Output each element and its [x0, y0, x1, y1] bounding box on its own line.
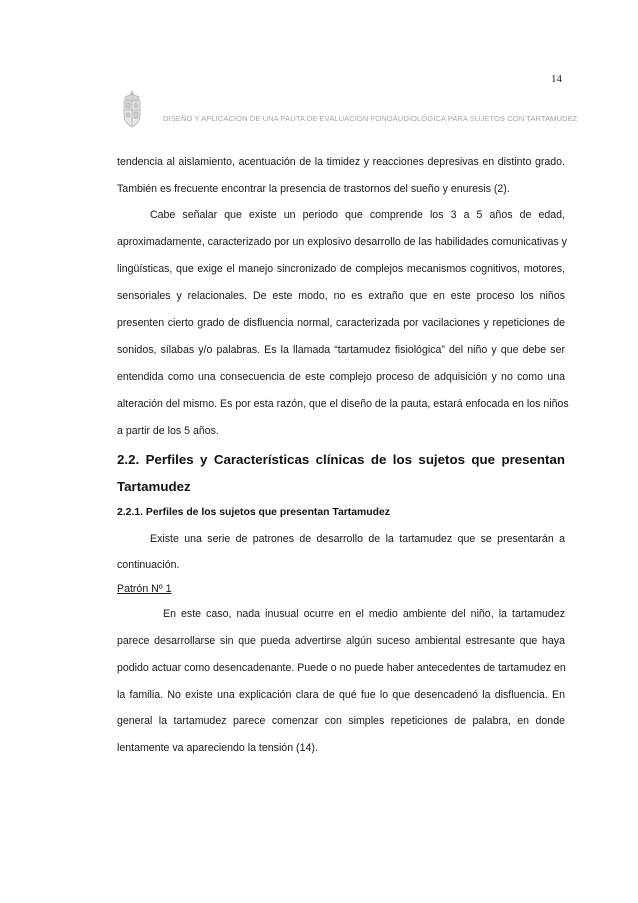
paragraph-line: general la tartamudez parece comenzar con simples repeticiones de palabra, en donde — [117, 715, 565, 727]
paragraph-line: lingüísticas, que exige el manejo sincronizado de complejos mecanismos cognitivos, motores, — [117, 263, 565, 275]
paragraph-line: entendida como una consecuencia de este complejo proceso de adquisición y no como una — [117, 371, 565, 383]
section-heading: 2.2. Perfiles y Características clínicas de los sujetos que presentan — [117, 452, 565, 467]
paragraph-line: parece desarrollarse sin que pueda advertirse algún suceso ambiental estresante que haya — [117, 635, 565, 647]
paragraph-line: aproximadamente, caracterizado por un explosivo desarrollo de las habilidades comunicativas y — [117, 236, 567, 248]
paragraph-line: continuación. — [117, 559, 180, 571]
paragraph-line: Cabe señalar que existe un periodo que comprende los 3 a 5 años de edad, — [150, 209, 565, 221]
paragraph-line: sonidos, sílabas y/o palabras. Es la llamada “tartamudez fisiológica” del niño y que debe ser — [117, 344, 565, 356]
paragraph-line: En este caso, nada inusual ocurre en el medio ambiente del niño, la tartamudez — [163, 608, 565, 620]
paragraph-line: presenten cierto grado de disfluencia normal, caracterizada por vacilaciones y repeticiones de — [117, 317, 565, 329]
paragraph-line: Existe una serie de patrones de desarrollo de la tartamudez que se presentarán a — [150, 533, 565, 545]
paragraph-line: sensoriales y relacionales. De este modo, no es extraño que en este proceso los niños — [117, 290, 565, 302]
pattern-label: Patrón Nº 1 — [117, 583, 172, 595]
paragraph-line: tendencia al aislamiento, acentuación de la timidez y reacciones depresivas en distinto grado. — [117, 156, 565, 168]
paragraph-line: También es frecuente encontrar la presencia de trastornos del sueño y enuresis (2). — [117, 183, 510, 195]
running-header-title: DISEÑO Y APLICACIÓN DE UNA PAUTA DE EVALUACIÓN FONOAUDIOLÓGICA PARA SUJETOS CON TARTAMUDEZ — [163, 114, 578, 123]
page-header — [121, 90, 578, 132]
subsection-heading: 2.2.1. Perfiles de los sujetos que presentan Tartamudez — [117, 507, 390, 518]
section-heading: Tartamudez — [117, 479, 191, 494]
page-number: 14 — [551, 73, 562, 85]
paragraph-line: a partir de los 5 años. — [117, 425, 219, 437]
university-crest-icon — [121, 90, 143, 130]
paragraph-line: alteración del mismo. Es por esta razón, que el diseño de la pauta, estará enfocada en los niños — [117, 398, 569, 410]
paragraph-line: lentamente va apareciendo la tensión (14). — [117, 742, 318, 754]
paragraph-line: la familia. No existe una explicación clara de qué fue lo que desencadenó la disfluencia. En — [117, 689, 565, 701]
paragraph-line: podido actuar como desencadenante. Puede o no puede haber antecedentes de tartamudez en — [117, 662, 566, 674]
